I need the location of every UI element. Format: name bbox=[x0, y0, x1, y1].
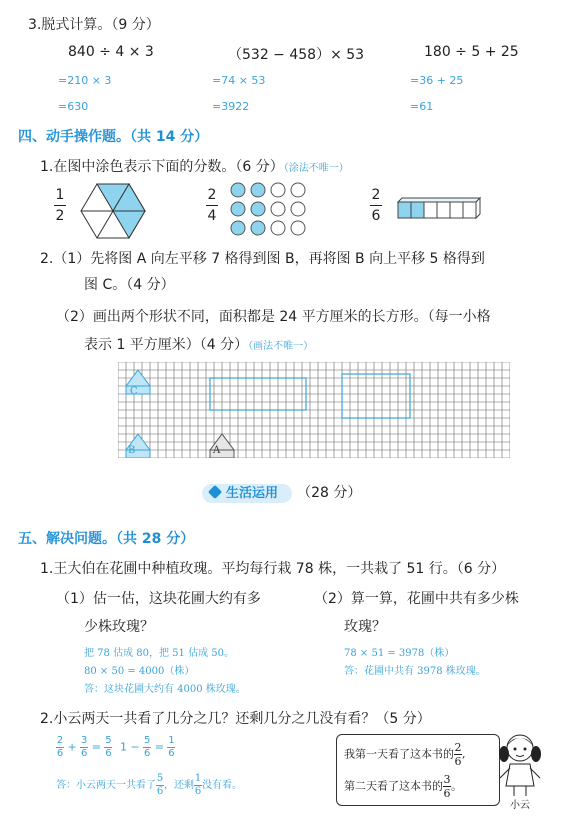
s4-q2-part2-line1: （2）画出两个形状不同，面积都是 24 平方厘米的长方形。（每一小格 bbox=[56, 309, 491, 325]
hexagon-figure bbox=[80, 182, 146, 240]
s5-q1-p1-ans-3: 答：这块花圃大约有 4000 株玫瑰。 bbox=[84, 684, 246, 695]
q3-expr-1: 840 ÷ 4 × 3 bbox=[68, 44, 154, 60]
speech-line-2: 第二天看了这本书的 $\frac{3}{6}$ 。 bbox=[344, 773, 462, 800]
s5-q1-p2-line1: （2）算一算，花圃中共有多少株 bbox=[314, 591, 519, 607]
cube-icon bbox=[208, 485, 222, 499]
s5-q1-p1-line1: （1）估一估，这块花圃大约有多 bbox=[56, 591, 261, 607]
q3-step-2: =74 × 53 bbox=[212, 74, 266, 87]
s5-q1-p1-ans-1: 把 78 估成 80，把 51 估成 50。 bbox=[84, 648, 234, 659]
s5-q1-text: 1.王大伯在花圃中种植玫瑰。平均每行栽 78 株，一共栽了 51 行。（6 分） bbox=[40, 561, 506, 577]
q3-expr-2: （532 − 458）× 53 bbox=[228, 47, 365, 63]
s5-q1-p2-line2: 玫瑰？ bbox=[344, 619, 386, 635]
label-c: C bbox=[130, 386, 138, 397]
s5-q1-p1-line2: 少株玫瑰？ bbox=[84, 619, 154, 635]
s4-q2-part2-line2: 表示 1 平方厘米）（4 分）（画法不唯一） bbox=[84, 337, 314, 353]
s5-q1-p2-ans-2: 答：花圃中共有 3978 株玫瑰。 bbox=[344, 666, 486, 677]
s5-q2-answer: 答：小云两天一共看了 $\frac{5}{6}$ ，还剩 $\frac{1}{6}$ 没有看。 bbox=[56, 773, 242, 797]
label-a: A bbox=[213, 445, 221, 456]
section4-heading: 四、动手操作题。（共 14 分） bbox=[18, 129, 209, 145]
s5-q1-p1-ans-2: 80 × 50 = 4000（株） bbox=[84, 666, 195, 677]
bar-figure bbox=[396, 196, 482, 220]
section5-heading: 五、解决问题。（共 28 分） bbox=[18, 531, 195, 547]
s4-q1-note: （涂法不唯一） bbox=[283, 163, 349, 174]
translation-grid bbox=[118, 362, 510, 458]
s5-q1-p2-ans-1: 78 × 51 = 3978（株） bbox=[344, 648, 455, 659]
life-score: （28 分） bbox=[297, 485, 362, 501]
girl-name: 小云 bbox=[510, 800, 530, 811]
s4-q2-note: （画法不唯一） bbox=[248, 341, 314, 352]
q3-result-1: =630 bbox=[58, 100, 89, 113]
rectangle-2 bbox=[342, 374, 410, 418]
circles-figure bbox=[230, 182, 310, 238]
q3-expr-3: 180 ÷ 5 + 25 bbox=[424, 44, 519, 60]
q3-result-2: =3922 bbox=[212, 100, 250, 113]
label-b: B bbox=[128, 445, 136, 456]
s4-q1-text: 1.在图中涂色表示下面的分数。（6 分）（涂法不唯一） bbox=[40, 159, 349, 175]
s4-q2-part1-line2: 图 C。（4 分） bbox=[84, 277, 175, 293]
s4-q2-part1-line1: 2.（1）先将图 A 向左平移 7 格得到图 B，再将图 B 向上平移 5 格得到 bbox=[40, 251, 485, 267]
q3-result-3: =61 bbox=[410, 100, 434, 113]
s5-q2-eq2: 1 − $\frac{5}{6}$ = $\frac{1}{6}$ bbox=[120, 735, 175, 759]
fraction-two-fourths: $\frac{2}{4}$ bbox=[207, 187, 217, 224]
speech-line-1: 我第一天看了这本书的 $\frac{2}{6}$ , bbox=[344, 741, 466, 768]
fraction-two-sixths: $\frac{2}{6}$ bbox=[371, 187, 381, 224]
life-application-pill: 生活运用 （28 分） bbox=[202, 482, 361, 502]
s5-q2-eq1: $\frac{2}{6}$ + $\frac{3}{6}$ = $\frac{5}{6}$ bbox=[56, 735, 112, 759]
q3-step-3: =36 + 25 bbox=[410, 74, 464, 87]
q3-step-1: =210 × 3 bbox=[58, 74, 112, 87]
s5-q2-text: 2.小云两天一共看了几分之几？还剩几分之几没有看？（5 分） bbox=[40, 711, 431, 727]
fraction-half: $\frac{1}{2}$ bbox=[55, 187, 65, 224]
q3-title: 3.脱式计算。（9 分） bbox=[28, 17, 160, 33]
